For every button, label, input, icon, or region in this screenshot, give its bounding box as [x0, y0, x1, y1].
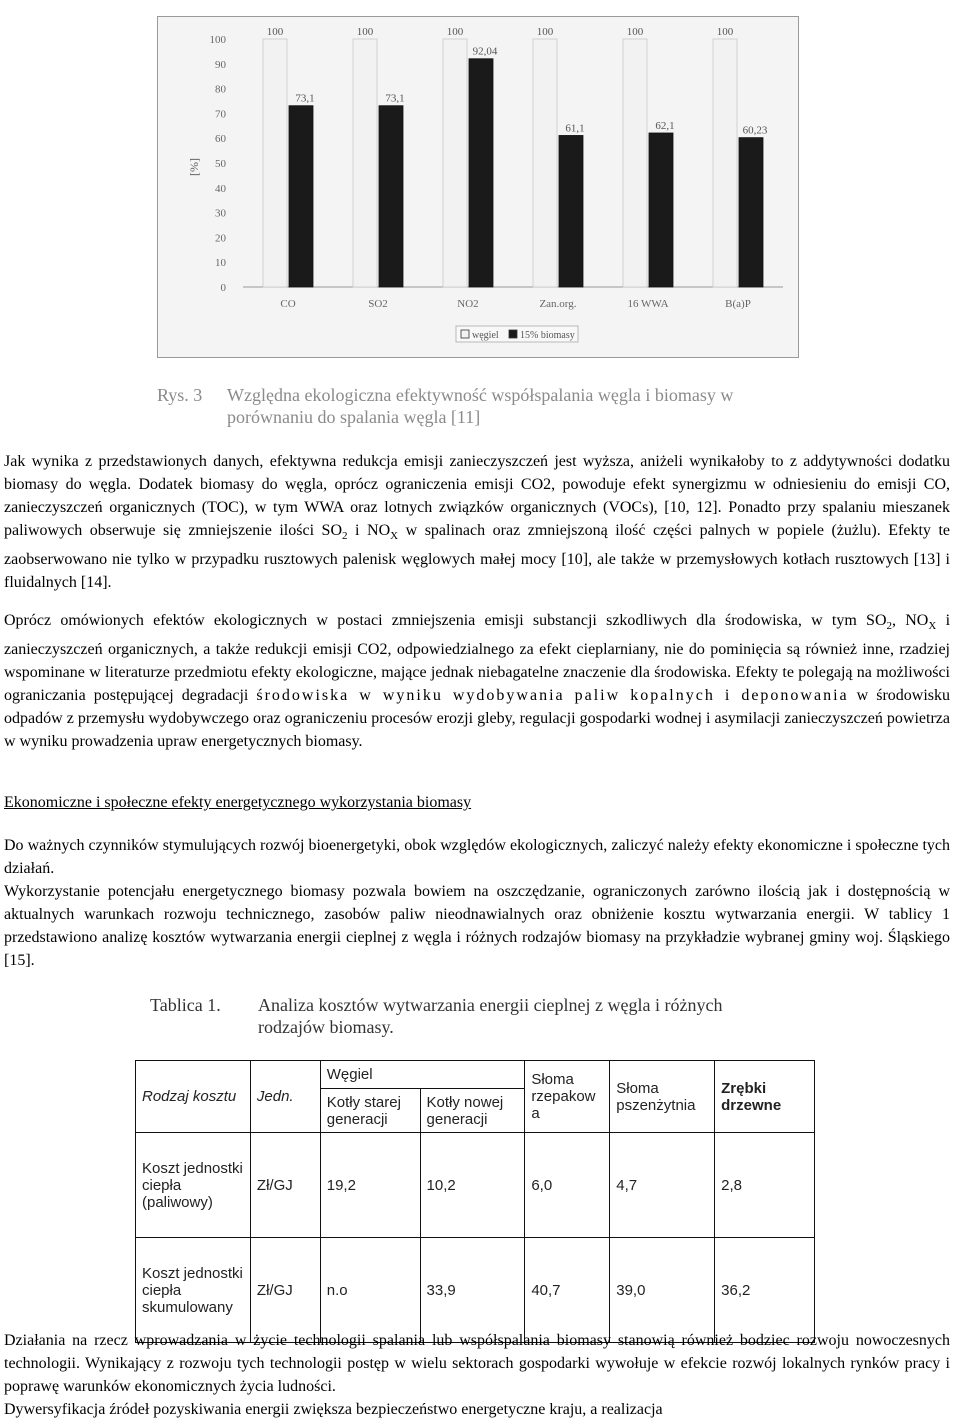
paragraph-factors: Do ważnych czynników stymulujących rozwój bioenergetyki, obok względów ekologicznych, zaliczyć należy efekty ekonomiczne i społeczne tych działań.	[4, 837, 950, 877]
bar-value-label: 61,1	[565, 122, 585, 135]
header-rapeseed-straw: Słoma rzepakow a	[525, 1061, 610, 1133]
y-tick-label: 20	[215, 232, 226, 245]
y-tick-label: 90	[215, 58, 226, 71]
header-triticale-straw: Słoma pszenżytnia	[610, 1061, 715, 1133]
subscript: X	[928, 620, 937, 633]
cell-value: 19,2	[320, 1133, 420, 1238]
cell-value: 36,2	[715, 1238, 815, 1343]
y-tick-label: 40	[215, 182, 226, 195]
figure-caption	[157, 384, 797, 428]
bar-chart	[158, 17, 798, 357]
bar	[649, 133, 673, 287]
bar	[713, 39, 737, 287]
bar	[353, 39, 377, 287]
x-tick-label: NO2	[457, 298, 479, 310]
paragraph-ecological	[4, 609, 950, 753]
paragraph-potential: Wykorzystanie potencjału energetycznego biomasy pozwala bowiem na oszczędzanie, ograniczonych zarówno ilością jak i dostępnością w aktualnych warunkach rozwoju technicznego, zasobów paliw nieodnawialnych oraz obniżenie kosztu wytwarzania energii. W tablicy 1 przedstawiono analizę kosztów wytwarzania energii cieplnej z węgla i różnych rodzajów biomasy na przykładzie wybranej gminy woj. Śląskiego [15].	[4, 883, 950, 969]
subscript: X	[390, 530, 399, 543]
bar-value-label: 100	[716, 26, 734, 38]
figure-number: Rys. 3	[157, 385, 203, 405]
legend-swatch	[509, 330, 517, 338]
paragraph-text: w środowisku odpadów z przemysłu wydobywczego oraz ograniczeniu procesów erozji gleby, regulacji gospodarki wodnej i asymilacji zanieczyszczeń powietrza w wyniku prowadzenia upraw energetycznych biomasy.	[4, 687, 950, 751]
cell-value: 40,7	[525, 1238, 610, 1343]
paragraph-diversification: Dywersyfikacja źródeł pozyskiwania energii zwiększa bezpieczeństwo energetyczne kraju, a realizacja	[4, 1401, 663, 1418]
bar	[533, 39, 557, 287]
paragraph-text: Ponadto przy spalaniu mieszanek paliwowych obserwuje się zmniejszenie ilości SO	[4, 499, 951, 539]
y-tick-label: 100	[209, 34, 226, 46]
x-tick-label: B(a)P	[725, 298, 751, 310]
figure-caption-line1: Względna ekologiczna efektywność współspalania węgla i biomasy w	[227, 385, 734, 405]
table-caption-line2: rodzajów biomasy.	[258, 1017, 394, 1037]
bar-value-label: 62,1	[655, 119, 675, 132]
bar-value-label: 100	[446, 26, 464, 38]
x-tick-label: CO	[280, 298, 296, 310]
paragraph-text: w spalinach oraz zmniejszoną ilość części palnych w popiele (żużlu). Efekty te zaobserwowano nie tylko w przypadku rusztowych palenisk węglowych małej mocy [10], ale także w przemysłowych kotłach rusztowych [13] i fluidalnych [14].	[4, 522, 950, 592]
bar	[263, 39, 287, 287]
spaced-text: środowiska w wyniku wydobywania paliw kopalnych i deponowania	[256, 687, 849, 705]
paragraph-text: Oprócz omówionych efektów ekologicznych w postaci zmniejszenia emisji substancji szkodliwych dla środowiska, w tym SO	[4, 612, 887, 629]
bar-value-label: 100	[626, 26, 644, 38]
table-row	[136, 1238, 815, 1343]
cell-value: 39,0	[610, 1238, 715, 1343]
figure-caption-line2: porównaniu do spalania węgla [11]	[227, 407, 481, 427]
bar	[559, 135, 583, 287]
row-label: Koszt jednostki ciepła (paliwowy)	[136, 1133, 251, 1238]
table-caption-line1: Analiza kosztów wytwarzania energii cieplnej z węgla i różnych	[258, 995, 723, 1015]
legend-swatch	[461, 330, 469, 338]
bar-value-label: 92,04	[472, 45, 498, 58]
bar	[379, 106, 403, 287]
bar-value-label: 60,23	[742, 124, 768, 137]
y-tick-label: 80	[215, 83, 226, 96]
row-label: Koszt jednostki ciepła skumulowany	[136, 1238, 251, 1343]
cell-value: 4,7	[610, 1133, 715, 1238]
x-tick-label: Zan.org.	[539, 298, 577, 310]
table-number: Tablica 1.	[150, 995, 221, 1015]
cost-table	[135, 1060, 815, 1343]
x-tick-label: 16 WWA	[627, 298, 669, 310]
bar	[623, 39, 647, 287]
bar-value-label: 100	[356, 26, 374, 38]
cell-value: 33,9	[420, 1238, 525, 1343]
bar-value-label: 73,1	[295, 92, 315, 105]
header-unit: Jedn.	[250, 1061, 320, 1133]
y-tick-label: 10	[215, 257, 226, 270]
y-tick-label: 0	[220, 282, 226, 294]
table-row	[136, 1133, 815, 1238]
header-cost-type: Rodzaj kosztu	[136, 1061, 251, 1133]
y-tick-label: 30	[215, 207, 226, 220]
bar	[289, 106, 313, 287]
bar	[443, 39, 467, 287]
header-wood-chips: Zrębki drzewne	[715, 1061, 815, 1133]
x-tick-label: SO2	[368, 298, 388, 310]
paragraph-text: i NO	[347, 522, 391, 539]
paragraph-text: i zanieczyszczeń organicznych, a także redukcji emisji CO2, odpowiedzialnego za efekt cieplarniany, nie do pominięcia są również inne, rzadziej wspominane w literaturze przedmiotu efekty ekologiczne, mające jednak niebagatelne znaczenie dla środowiska. Efekty te polegają na możliwości ograniczania postępującej degradacji	[4, 612, 951, 705]
header-coal: Węgiel	[320, 1061, 525, 1089]
row-unit: Zł/GJ	[250, 1238, 320, 1343]
subscript: 2	[886, 620, 893, 633]
table-caption	[150, 994, 722, 1038]
bar-value-label: 73,1	[385, 92, 405, 105]
bar-value-label: 100	[536, 26, 554, 38]
y-axis-label: [%]	[187, 158, 201, 176]
paragraph-text: Jak wynika z przedstawionych danych, efektywna redukcja emisji zanieczyszczeń jest wyższa, aniżeli wynikałoby to z addytywności dodatku biomasy do węgla. Dodatek biomasy do węgla, oprócz ograniczenia emisji CO2, powoduje efekt synergizmu w odniesieniu do emisji CO, zanieczyszczeń organicznych (TOC), w tym WWA oraz lotnych związków organicznych (VOCs), [10, 12].	[4, 453, 950, 516]
cell-value: 10,2	[420, 1133, 525, 1238]
cell-value: n.o	[320, 1238, 420, 1343]
bar-value-label: 100	[266, 26, 284, 38]
subscript: 2	[342, 530, 348, 543]
bar	[469, 59, 493, 287]
paragraph-text: , NO	[892, 612, 929, 629]
row-unit: Zł/GJ	[250, 1133, 320, 1238]
legend-label: węgiel	[472, 330, 499, 341]
header-old-boilers: Kotły starej generacji	[320, 1089, 420, 1133]
y-tick-label: 70	[215, 108, 226, 121]
cell-value: 2,8	[715, 1133, 815, 1238]
y-tick-label: 50	[215, 158, 226, 170]
legend-label: 15% biomasy	[520, 330, 575, 341]
paragraph-effects	[4, 450, 950, 594]
y-tick-label: 60	[215, 133, 226, 146]
bar	[739, 138, 763, 287]
paragraph-development: Działania na rzecz wprowadzania w życie technologii spalania lub współspalania biomasy stanowią również bodziec rozwoju nowoczesnych technologii. Wynikający z rozwoju tych technologii postęp w wielu sektorach gospodarki wywołuje w efekcie rozwój lokalnych rynków pracy i poprawę warunków ekonomicznych życia ludności.	[4, 1332, 950, 1395]
header-new-boilers: Kotły nowej generacji	[420, 1089, 525, 1133]
cell-value: 6,0	[525, 1133, 610, 1238]
section-heading: Ekonomiczne i społeczne efekty energetycznego wykorzystania biomasy	[4, 794, 472, 811]
chart-panel	[157, 16, 799, 358]
